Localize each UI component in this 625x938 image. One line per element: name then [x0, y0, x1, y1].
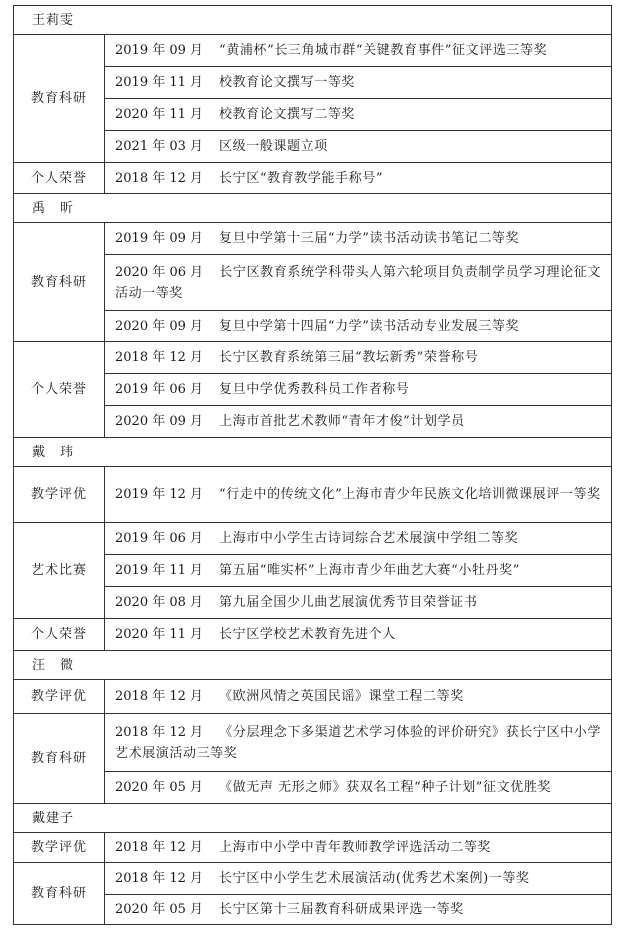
award-text: 长宁区中小学生艺术展演活动(优秀艺术案例)一等奖 [219, 871, 530, 886]
award-date: 2018 年 12 月 [115, 170, 204, 186]
award-item [105, 67, 612, 99]
award-text: 复旦中学第十四届“力学”读书活动专业发展三等奖 [219, 318, 520, 334]
award-date: 2019 年 09 月 [115, 231, 204, 246]
table-row [14, 223, 612, 255]
award-date: 2019 年 11 月 [115, 75, 204, 90]
award-item [105, 555, 612, 587]
award-text: 长宁区“教育教学能手称号” [219, 170, 384, 186]
award-item [105, 833, 612, 863]
table-row [14, 680, 612, 714]
award-date: 2019 年 06 月 [115, 382, 204, 397]
category-cell: 个人荣誉 [14, 342, 105, 438]
award-table [13, 5, 612, 925]
award-item [105, 99, 612, 131]
award-text: 长宁区教育系统学科带头人第六轮项目负责制学员学习理论征文活动一等奖 [115, 264, 601, 301]
award-date: 2021 年 03 月 [115, 139, 204, 154]
award-date: 2019 年 06 月 [115, 531, 204, 546]
award-text: 《做无声 无形之师》获双名工程“种子计划”征文优胜奖 [219, 780, 552, 795]
award-date: 2018 年 12 月 [115, 689, 204, 704]
award-item [105, 587, 612, 619]
table-row [14, 467, 612, 523]
table-row [14, 833, 612, 863]
award-item [105, 863, 612, 895]
award-date: 2019 年 11 月 [115, 563, 204, 578]
category-cell: 教育科研 [14, 863, 105, 925]
award-text: 长宁区学校艺术教育先进个人 [219, 627, 396, 642]
award-date: 2020 年 11 月 [115, 627, 204, 642]
person-row [14, 6, 612, 35]
award-item [105, 35, 612, 67]
person-row [14, 804, 612, 833]
award-date: 2020 年 05 月 [115, 780, 204, 795]
award-item [105, 523, 612, 555]
category-cell: 个人荣誉 [14, 163, 105, 194]
award-item [105, 619, 612, 651]
award-text: “黄浦杯”长三角城市群“关键教育事件”征文评选三等奖 [219, 43, 548, 58]
category-cell: 教学评优 [14, 833, 105, 863]
table-row [14, 863, 612, 895]
award-date: 2020 年 09 月 [115, 414, 204, 429]
category-cell: 艺术比赛 [14, 523, 105, 619]
award-text: 第五届“唯实杯”上海市青少年曲艺大赛“小牡丹奖” [219, 563, 521, 578]
award-text: 校教育论文撰写二等奖 [219, 107, 356, 122]
award-date: 2020 年 06 月 [115, 264, 204, 280]
table-row [14, 714, 612, 772]
table-row [14, 619, 612, 651]
award-date: 2019 年 09 月 [115, 43, 204, 58]
award-text: 校教育论文撰写一等奖 [219, 75, 356, 90]
category-cell: 教育科研 [14, 35, 105, 163]
award-item [105, 163, 612, 194]
award-date: 2020 年 11 月 [115, 107, 204, 122]
award-text: 长宁区教育系统第三届“教坛新秀”荣誉称号 [219, 350, 479, 365]
award-text: “行走中的传统文化”上海市青少年民族文化培训微课展评一等奖 [219, 487, 601, 502]
award-item [105, 223, 612, 255]
award-item [105, 680, 612, 714]
person-name: 王莉雯 [14, 6, 612, 35]
award-item [105, 342, 612, 374]
award-text: 上海市中小学中青年教师教学评选活动二等奖 [219, 840, 492, 855]
award-item [105, 374, 612, 406]
award-text: 上海市首批艺术教师“青年才俊”计划学员 [219, 414, 465, 429]
person-name: 禹 昕 [14, 194, 612, 223]
award-text: 《欧洲风情之英国民谣》课堂工程二等奖 [219, 689, 464, 704]
award-item [105, 714, 612, 772]
category-cell: 教育科研 [14, 714, 105, 804]
award-date: 2018 年 12 月 [115, 724, 204, 740]
award-date: 2018 年 12 月 [115, 350, 204, 365]
table-row [14, 342, 612, 374]
award-item [105, 255, 612, 311]
category-cell: 教学评优 [14, 467, 105, 523]
category-cell: 个人荣誉 [14, 619, 105, 651]
award-text: 第九届全国少儿曲艺展演优秀节目荣誉证书 [219, 595, 478, 610]
award-date: 2020 年 05 月 [115, 902, 204, 917]
person-row [14, 194, 612, 223]
award-date: 2020 年 09 月 [115, 318, 204, 334]
award-item [105, 406, 612, 438]
award-item [105, 311, 612, 342]
table-row [14, 523, 612, 555]
award-item [105, 131, 612, 163]
award-text: 长宁区第十三届教育科研成果评选一等奖 [219, 902, 464, 917]
award-item [105, 895, 612, 925]
award-text: 《分层理念下多渠道艺术学习体验的评价研究》获长宁区中小学艺术展演活动三等奖 [115, 724, 601, 761]
award-date: 2018 年 12 月 [115, 840, 204, 855]
table-row [14, 35, 612, 67]
award-date: 2019 年 12 月 [115, 487, 204, 502]
award-text: 区级一般课题立项 [219, 139, 328, 154]
category-cell: 教学评优 [14, 680, 105, 714]
award-date: 2020 年 08 月 [115, 595, 204, 610]
category-cell: 教育科研 [14, 223, 105, 342]
award-text: 上海市中小学生古诗词综合艺术展演中学组二等奖 [219, 531, 519, 546]
award-text: 复旦中学第十三届“力学”读书活动读书笔记二等奖 [219, 231, 520, 246]
person-name: 戴 玮 [14, 438, 612, 467]
person-name: 汪 微 [14, 651, 612, 680]
person-row [14, 438, 612, 467]
award-item [105, 467, 612, 523]
award-item [105, 772, 612, 804]
person-name: 戴建子 [14, 804, 612, 833]
award-text: 复旦中学优秀教科员工作者称号 [219, 382, 410, 397]
table-row [14, 163, 612, 194]
person-row [14, 651, 612, 680]
award-date: 2018 年 12 月 [115, 871, 204, 886]
